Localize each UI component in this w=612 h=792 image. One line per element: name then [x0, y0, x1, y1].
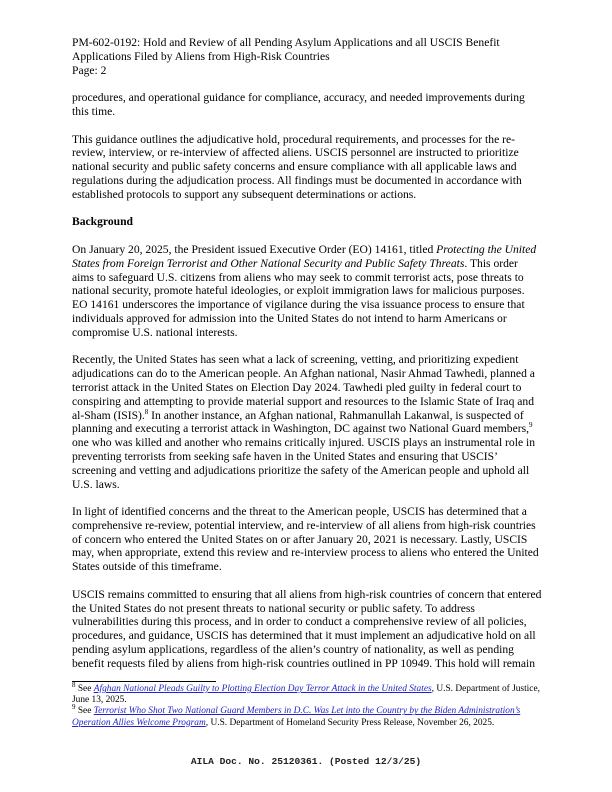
- paragraph-recent-incidents: [72, 353, 542, 491]
- running-header: [72, 36, 542, 77]
- paragraph-re-review: In light of identified concerns and the threat to the American people, USCIS has determined that a comprehensive re-review, potential interview, and re-interview of all aliens from high-risk countries of concern who entered the United States on or after January 20, 2021 is necessary. Lastly, USCIS may, when appropriate, extend this review and re-interview process to aliens who entered the United States outside of this timeframe.: [72, 505, 539, 574]
- text-run: See: [75, 706, 94, 717]
- text-run: See: [75, 684, 94, 694]
- section-heading-background: Background: [72, 215, 133, 229]
- paragraph-continuation: procedures, and operational guidance for compliance, accuracy, and needed improvements during this time.: [72, 91, 525, 118]
- header-page-number: Page: 2: [72, 63, 107, 77]
- footnote-9: [72, 703, 544, 728]
- paragraph-executive-order: [72, 243, 542, 340]
- text-run: one who was killed and another who remains critically injured. USCIS plays an instrumental role in preventing terrorists from seeking safe haven in the United States and ensuring that USCIS’ screening and vetting and adjudications prioritize the safety of the American people and uphold all U.S. laws.: [72, 436, 536, 491]
- footnote-ref-9[interactable]: 9: [529, 421, 533, 430]
- document-page: [72, 36, 542, 684]
- eo-title: Protecting the United States from Foreign Terrorist and Other National Security and Public Safety Threats: [72, 242, 537, 270]
- text-run: . This order aims to safeguard U.S. citizens from aliens who may seek to commit terrorist acts, pose threats to national security, promote hateful ideologies, or exploit immigration laws for malicious purposes. EO 14161 underscores the importance of vigilance during the visa issuance process to ensure that individuals approved for admission into the United States do not intend to harm Americans or compromise U.S. national interests.: [72, 256, 525, 339]
- footnote-8-link[interactable]: Afghan National Pleads Guilty to Plotting Election Day Terror Attack in the United States: [93, 684, 432, 694]
- footnote-8: [72, 680, 544, 706]
- paragraph-adjudicative-hold: USCIS remains committed to ensuring that all aliens from high-risk countries of concern that entered the United States do not present threats to national security or public safety. To address vulnerabilities during this process, and in order to conduct a comprehensive review of all policies, procedures, and guidance, USCIS has determined that it must implement an adjudicative hold on all pending asylum applications, regardless of the alien’s country of nationality, as well as pending benefit requests filed by aliens from high-risk countries outlined in PP 10949. This hold will remain: [72, 587, 542, 670]
- text-run: , U.S. Department of Justice, June 13, 2025.: [72, 684, 540, 706]
- footnote-number: 8: [72, 680, 76, 689]
- footnote-separator: [72, 681, 216, 682]
- text-run: On January 20, 2025, the President issued Executive Order (EO) 14161, titled: [72, 242, 437, 256]
- footnote-9-link[interactable]: Terrorist Who Shot Two National Guard Members in D.C. Was Let into the Country by the Biden Administration’s Operation Allies Welcome Program: [72, 706, 521, 728]
- footnote-number: 9: [72, 703, 76, 712]
- footnotes: [72, 680, 544, 729]
- text-run: In another instance, an Afghan national, Rahmanullah Lakanwal, is suspected of planning and executing a terrorist attack in Washington, DC against two National Guard members,: [72, 408, 530, 436]
- footnote-ref-8[interactable]: 8: [144, 407, 149, 416]
- paragraph-guidance: This guidance outlines the adjudicative hold, procedural requirements, and processes for the re-review, interview, or re-interview of affected aliens. USCIS personnel are instructed to prioritize national security and public safety concerns and ensure compliance with all applicable laws and regulations during the adjudication process. All findings must be documented in accordance with established protocols to support any subsequent determinations or actions.: [72, 132, 522, 201]
- aila-doc-stamp: AILA Doc. No. 25120361. (Posted 12/3/25): [190, 756, 422, 767]
- header-title-line2: Applications Filed by Aliens from High-Risk Countries: [72, 49, 330, 63]
- text-run: Recently, the United States has seen what a lack of screening, vetting, and prioritizing expedient adjudications can do to the American people. An Afghan national, Nasir Ahmad Tawhedi, planned a terrorist attack in the United States on Election Day 2024. Tawhedi pled guilty in federal court to conspiring and attempting to provide material support and resources to the Islamic State of Iraq and al-Sham (ISIS).: [72, 353, 535, 422]
- header-title-line1: PM-602-0192: Hold and Review of all Pending Asylum Applications and all USCIS Benefit: [72, 36, 500, 49]
- text-run: , U.S. Department of Homeland Security Press Release, November 26, 2025.: [205, 717, 495, 728]
